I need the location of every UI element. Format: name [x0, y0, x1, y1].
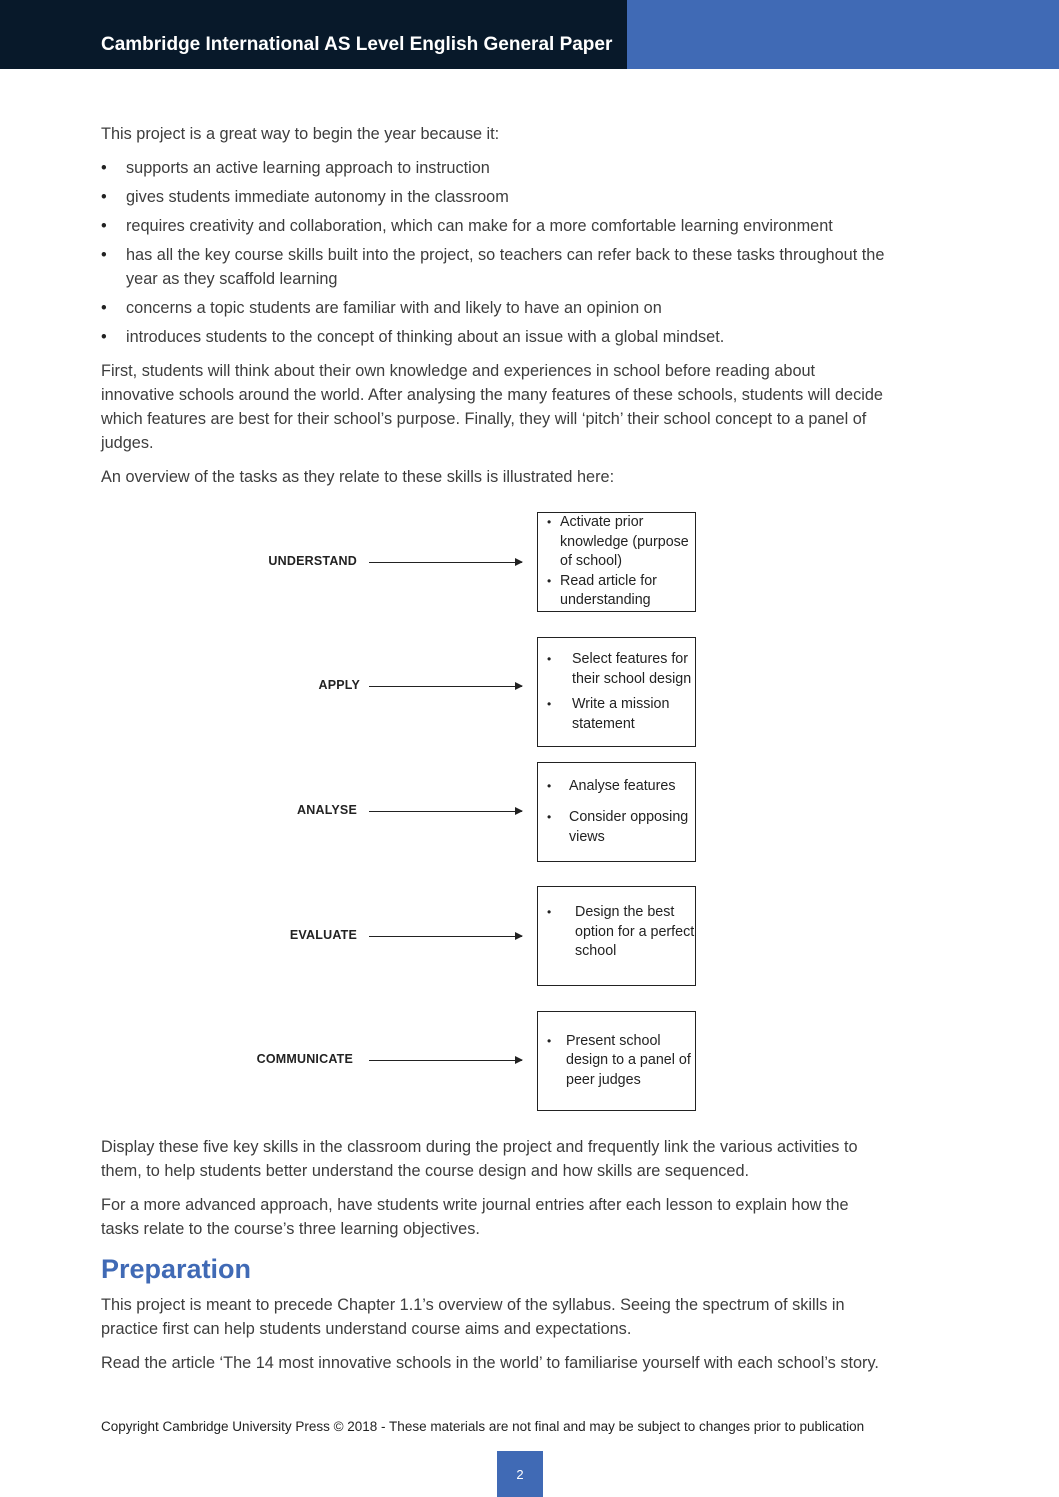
task-box-analyse	[537, 762, 696, 862]
skill-label-evaluate: EVALUATE	[289, 928, 357, 942]
copyright-notice: Copyright Cambridge University Press © 2018 - These materials are not final and may be subject to changes prior to publication	[101, 1419, 865, 1434]
advanced-approach-paragraph: For a more advanced approach, have students write journal entries after each lesson to explain how the tasks relate to the course’s three learning objectives.	[101, 1196, 849, 1238]
task-item: • Consider opposing views	[538, 808, 695, 847]
skill-label-communicate: COMMUNICATE	[256, 1052, 353, 1066]
page-number: 2	[497, 1451, 543, 1497]
task-box-evaluate	[537, 886, 696, 986]
arrow-evaluate	[369, 936, 522, 937]
task-box-understand	[537, 512, 696, 612]
after-diagram-content	[101, 1135, 891, 1385]
preparation-paragraph: This project is meant to precede Chapter 1.1’s overview of the syllabus. Seeing the spectrum of skills in practice first can help students understand course aims and expectations.	[101, 1296, 845, 1338]
task-item: • Design the best option for a perfect school	[538, 903, 695, 962]
diagram-intro-paragraph: An overview of the tasks as they relate to these skills is illustrated here:	[101, 468, 615, 486]
list-item: • concerns a topic students are familiar with and likely to have an opinion on	[101, 296, 891, 320]
benefits-list	[101, 156, 891, 349]
arrow-communicate	[369, 1060, 522, 1061]
task-item: • Activate prior knowledge (purpose of school)	[538, 513, 695, 572]
arrow-analyse	[369, 811, 522, 812]
skill-label-analyse: ANALYSE	[297, 803, 357, 817]
list-item: • requires creativity and collaboration, which can make for a more comfortable learning environment	[101, 214, 891, 238]
task-item: • Select features for their school design	[538, 650, 695, 689]
task-item: • Analyse features	[538, 777, 695, 797]
main-content	[101, 122, 891, 499]
page-header	[0, 0, 1059, 69]
list-item: • supports an active learning approach to instruction	[101, 156, 891, 180]
header-blue-band	[627, 0, 1059, 69]
arrow-understand	[369, 562, 522, 563]
skill-label-apply: APPLY	[318, 678, 360, 692]
task-item: • Read article for understanding	[538, 572, 695, 611]
list-item: • gives students immediate autonomy in the classroom	[101, 185, 891, 209]
display-skills-paragraph: Display these five key skills in the classroom during the project and frequently link the various activities to them, to help students better understand the course design and how skills are sequenced.	[101, 1138, 858, 1180]
intro-paragraph: This project is a great way to begin the year because it:	[101, 125, 500, 143]
article-paragraph: Read the article ‘The 14 most innovative schools in the world’ to familiarise yourself with each school’s story.	[101, 1354, 879, 1372]
list-item: • has all the key course skills built into the project, so teachers can refer back to these tasks throughout the year as they scaffold learning	[101, 243, 891, 291]
section-title-preparation: Preparation	[101, 1254, 252, 1284]
task-item: • Present school design to a panel of peer judges	[538, 1032, 695, 1091]
skill-label-understand: UNDERSTAND	[268, 554, 357, 568]
task-item: • Write a mission statement	[538, 695, 695, 734]
overview-paragraph: First, students will think about their own knowledge and experiences in school before reading about innovative schools around the world. After analysing the many features of these schools, students will decide which features are best for their school’s purpose. Finally, they will ‘pitch’ their school concept to a panel of judges.	[101, 362, 883, 452]
arrow-apply	[369, 686, 522, 687]
task-box-apply	[537, 637, 696, 747]
task-box-communicate	[537, 1011, 696, 1111]
header-title: Cambridge International AS Level English General Paper	[101, 34, 613, 55]
list-item: • introduces students to the concept of thinking about an issue with a global mindset.	[101, 325, 891, 349]
